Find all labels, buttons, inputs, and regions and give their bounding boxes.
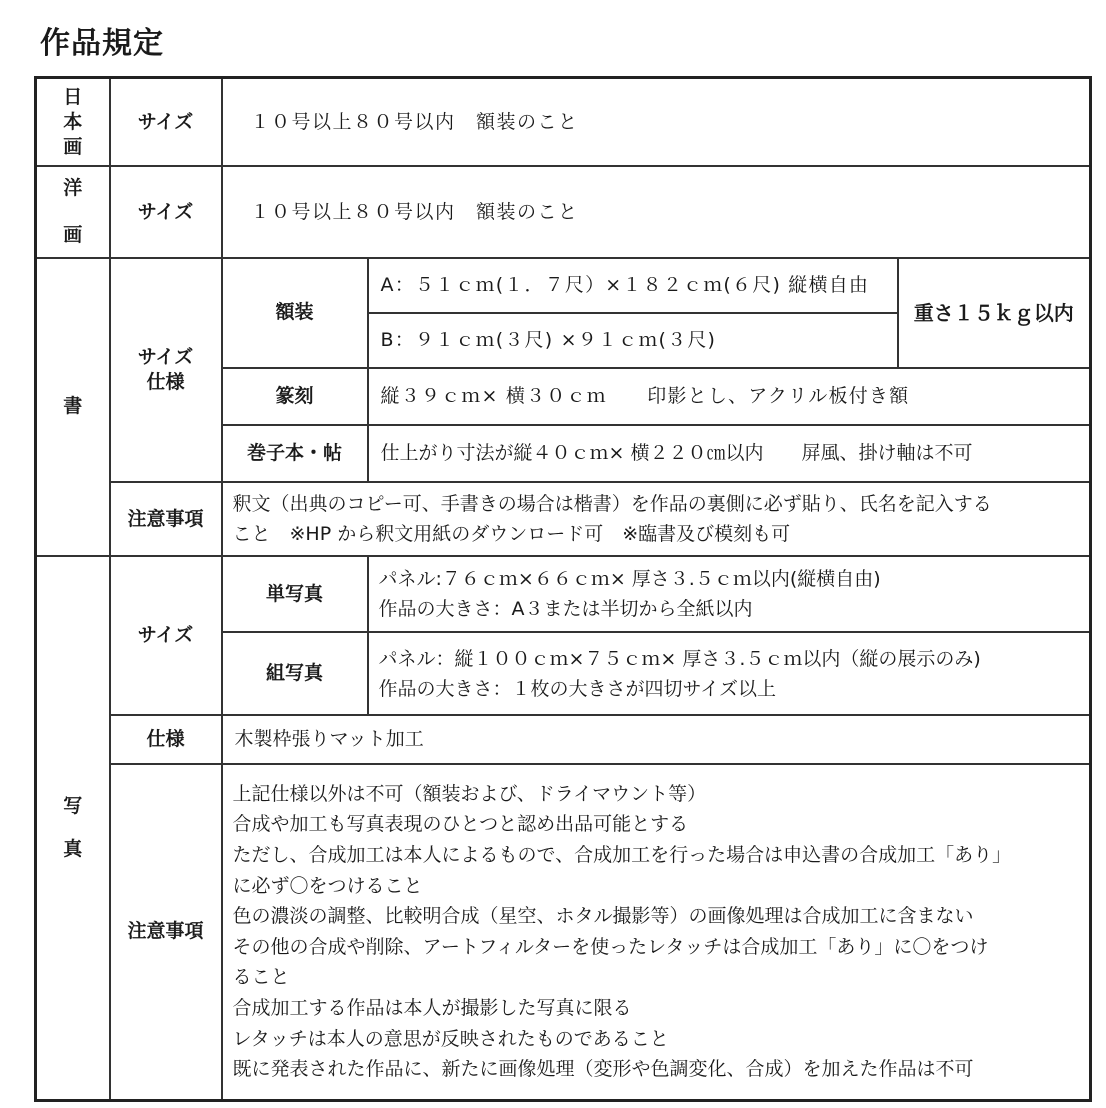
nihonga-category-char: 画 (63, 135, 83, 158)
photo-note-line: 合成や加工も写真表現のひとつと認め出品可能とする (232, 813, 689, 836)
sho-gakuso-a-row (36, 258, 1091, 313)
sho-notes-row (36, 482, 1091, 556)
sho-notes (222, 482, 1091, 556)
photo-note-line: に必ず〇をつけること (232, 874, 423, 897)
photo-single-label: 単写真 (222, 556, 368, 632)
photo-note-line: ること (232, 966, 290, 989)
photo-group-label: 組写真 (222, 632, 368, 715)
sho-category: 書 (36, 258, 110, 557)
photo-category-cell (36, 556, 110, 1100)
photo-spec-row (36, 715, 1091, 764)
photo-single-line: 作品の大きさ：A３または半切から全紙以内 (378, 598, 753, 621)
yoga-row (36, 166, 1091, 257)
page-title: 作品規定 (40, 26, 164, 61)
sho-gakuso-b-value: B：９１ｃｍ(３尺) ×９１ｃｍ(３尺) (368, 313, 898, 368)
sho-size-label: サイズ (137, 346, 194, 369)
nihonga-category-char: 本 (63, 110, 83, 133)
sho-kansu-value: 仕上がり寸法が縦４０ｃｍ× 横２２０㎝以内 屏風、掛け軸は不可 (368, 425, 1091, 482)
photo-size-label: サイズ (110, 556, 222, 715)
sho-gakuso-a-value: A：５１ｃｍ(１．７尺）×１８２ｃｍ(６尺) 縦横自由 (368, 258, 898, 313)
photo-note-line: 上記仕様以外は不可（額装および、ドライマウント等） (232, 782, 707, 805)
sho-note-line: こと ※HP から釈文用紙のダウンロード可 ※臨書及び模刻も可 (232, 523, 791, 546)
photo-notes-row (36, 764, 1091, 1101)
regulations-table (34, 76, 1092, 1102)
sho-gakuso-label: 額装 (222, 258, 368, 368)
photo-note-line: 既に発表された作品に、新たに画像処理（変形や色調変化、合成）を加えた作品は不可 (232, 1058, 974, 1081)
photo-single-row (36, 556, 1091, 632)
sho-kansu-label: 巻子本・帖 (222, 425, 368, 482)
photo-note-line: その他の合成や削除、アートフィルターを使ったレタッチは合成加工「あり」に〇をつけ (232, 935, 989, 958)
photo-group-line: パネル：縦１００ｃｍ×７５ｃｍ× 厚さ３.５ｃｍ以内（縦の展示のみ) (378, 647, 981, 670)
nihonga-size-label: サイズ (110, 78, 222, 167)
nihonga-row (36, 78, 1091, 167)
sho-notes-label: 注意事項 (110, 482, 222, 556)
photo-note-line: ただし、合成加工は本人によるもので、合成加工を行った場合は申込書の合成加工「あり」 (232, 844, 1012, 867)
photo-single-line: パネル:７６ｃｍ×６６ｃｍ× 厚さ３.５ｃｍ以内(縦横自由) (378, 568, 881, 591)
photo-spec-label: 仕様 (110, 715, 222, 764)
photo-note-line: 合成加工する作品は本人が撮影した写真に限る (232, 997, 632, 1019)
photo-single-value (368, 556, 1091, 632)
sho-tenkoku-label: 篆刻 (222, 368, 368, 425)
sho-weight-limit: 重さ１５ｋｇ以内 (898, 258, 1091, 368)
yoga-size-value: １０号以上８０号以内 額装のこと (222, 166, 1091, 257)
nihonga-category-cell (36, 78, 110, 167)
photo-group-line: 作品の大きさ：１枚の大きさが四切サイズ以上 (378, 677, 776, 700)
sho-note-line: 釈文（出典のコピー可、手書きの場合は楷書）を作品の裏側に必ず貼り、氏名を記入する (232, 493, 992, 516)
yoga-category-char: 洋 (63, 177, 83, 200)
nihonga-category-char: 日 (63, 86, 83, 109)
photo-note-line: レタッチは本人の意思が反映されたものであること (232, 1027, 669, 1050)
nihonga-size-value: １０号以上８０号以内 額装のこと (222, 78, 1091, 167)
yoga-category-char: 画 (63, 223, 83, 246)
photo-category-char: 真 (63, 838, 83, 861)
yoga-category-cell (36, 166, 110, 257)
photo-group-value (368, 632, 1091, 715)
photo-spec-value: 木製枠張りマット加工 (222, 715, 1091, 764)
yoga-size-label: サイズ (110, 166, 222, 257)
photo-notes-label: 注意事項 (110, 764, 222, 1101)
photo-note-line: 色の濃淡の調整、比較明合成（星空、ホタル撮影等）の画像処理は合成加工に含まない (232, 905, 974, 928)
sho-spec-label: 仕様 (146, 370, 185, 393)
photo-category-char: 写 (63, 795, 83, 818)
photo-notes (222, 764, 1091, 1101)
sho-size-spec-label (110, 258, 222, 482)
sho-tenkoku-value: 縦３９ｃｍ× 横３０ｃｍ 印影とし、アクリル板付き額 (368, 368, 1091, 425)
